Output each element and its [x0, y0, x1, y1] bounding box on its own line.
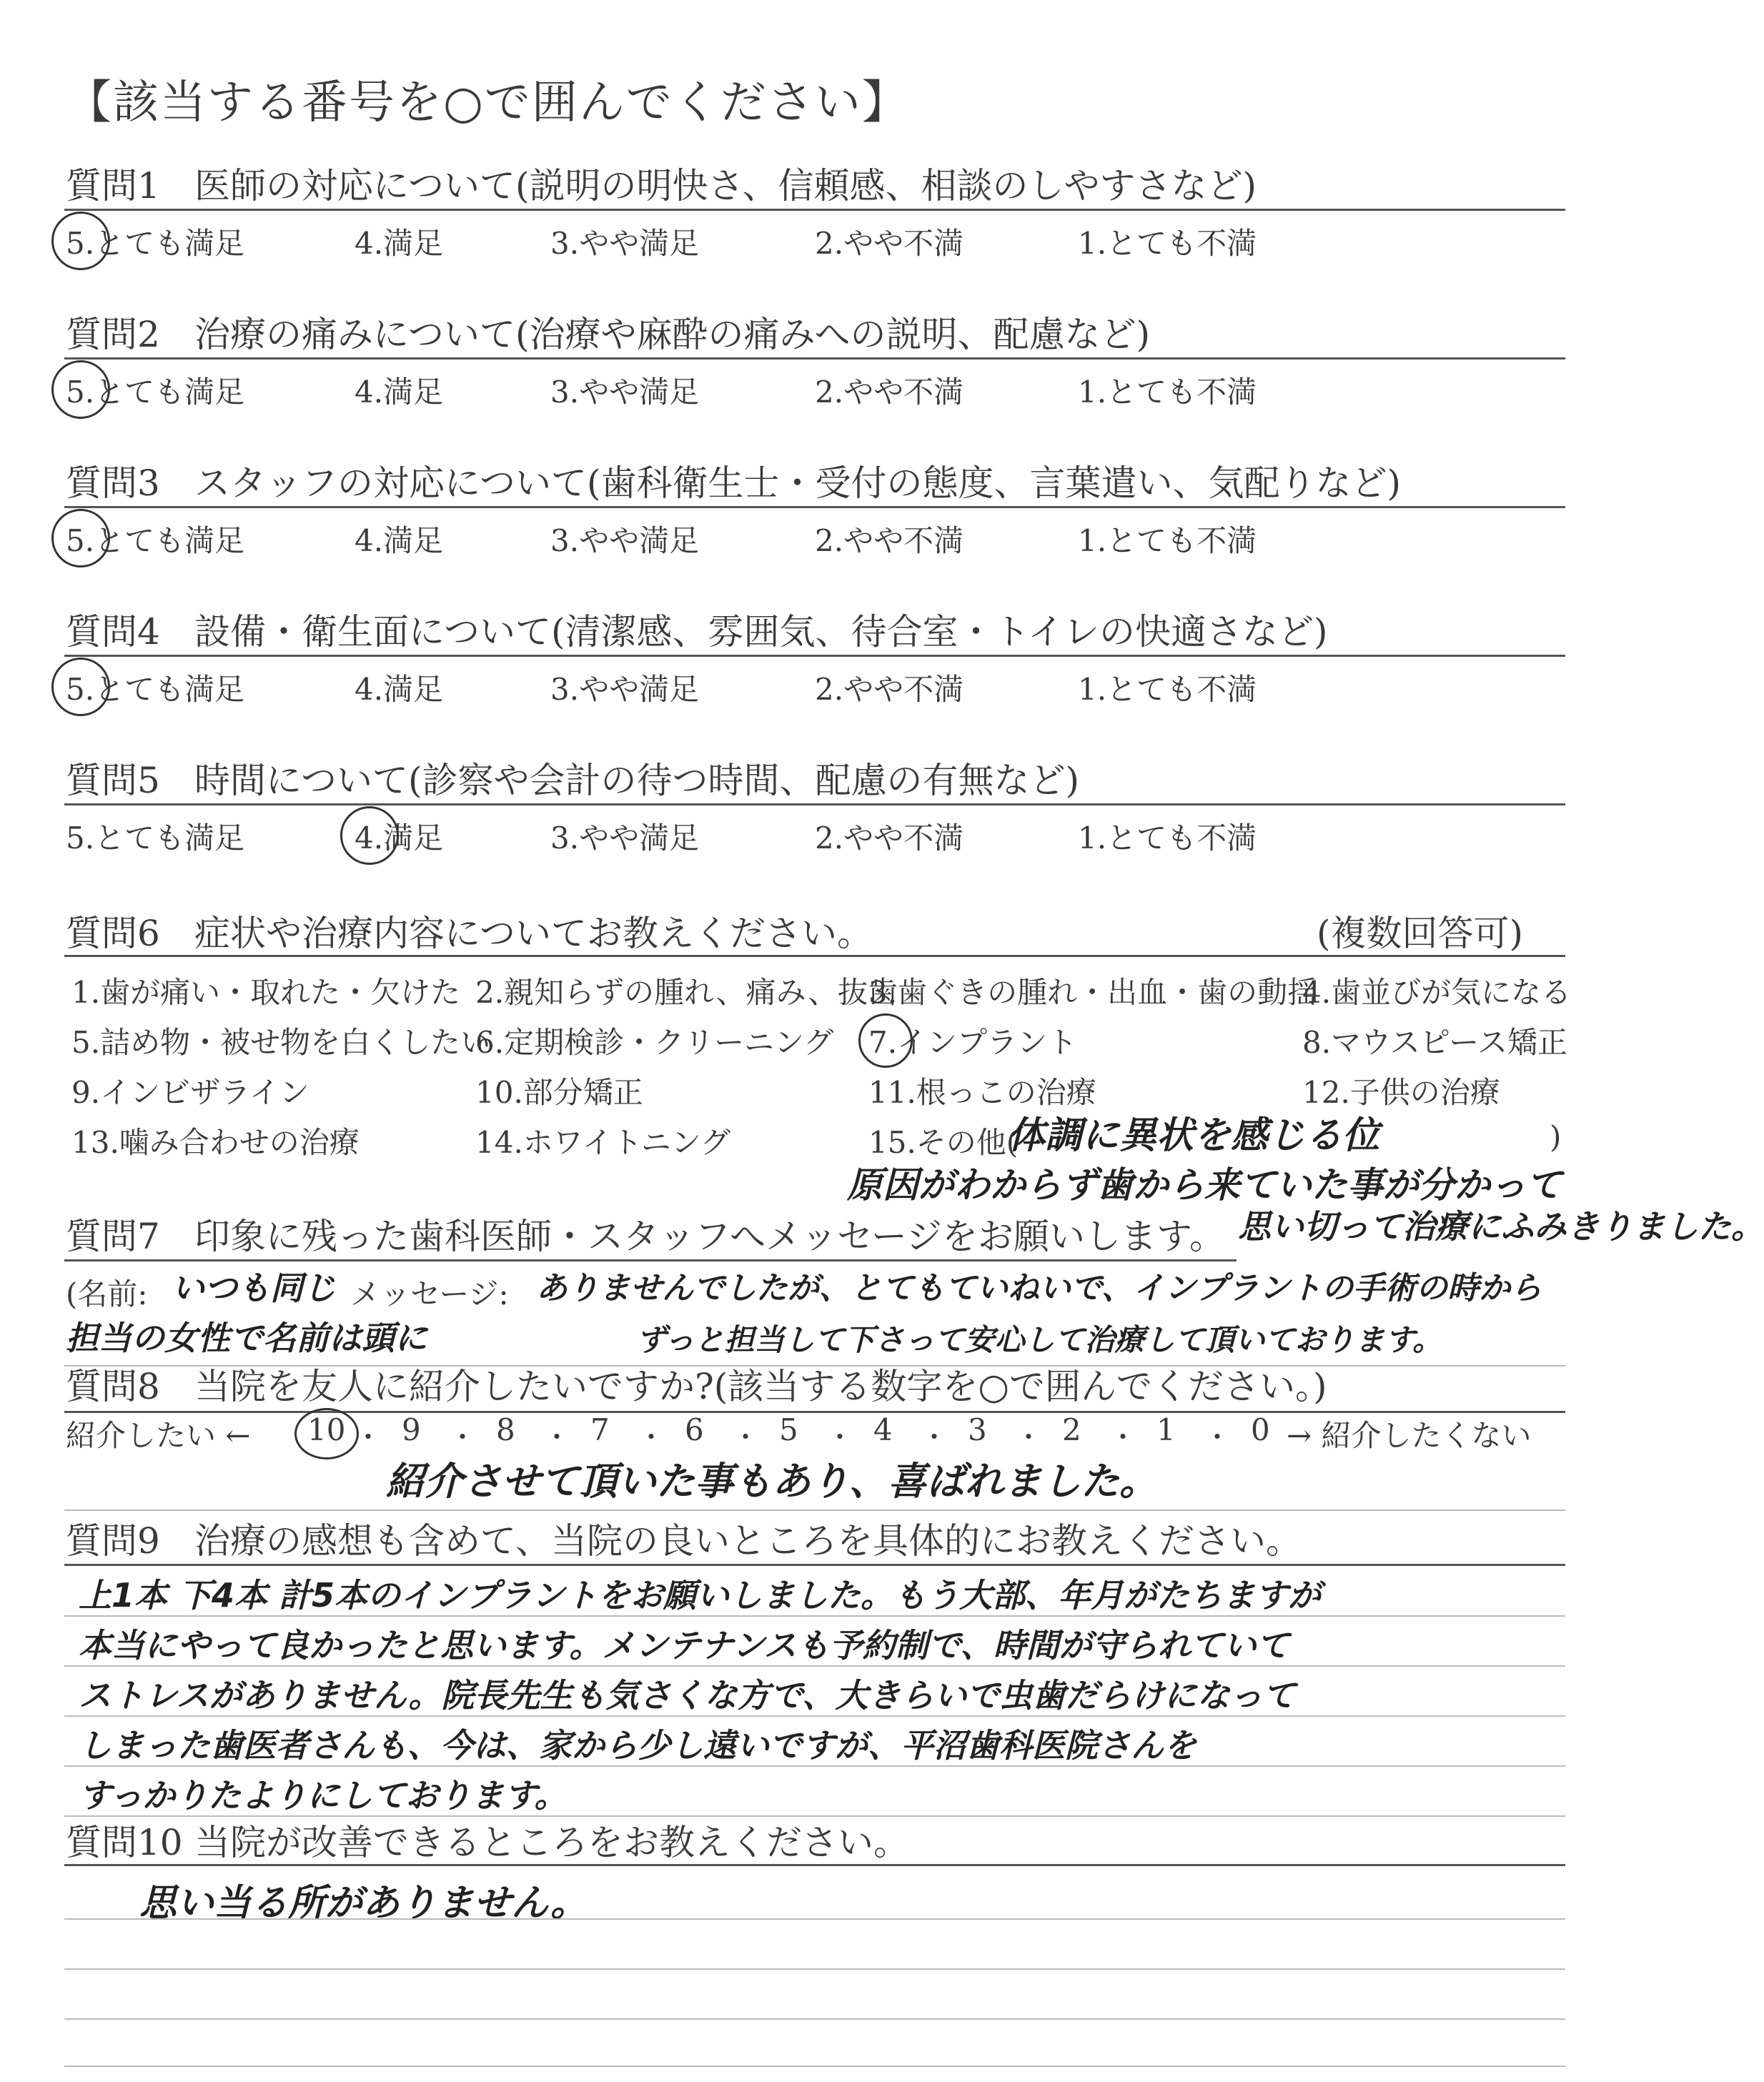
q8-scale-number: 1 [1156, 1412, 1176, 1447]
q7-name-value: いつも同じ [172, 1269, 336, 1307]
q9-label: 質問9 [66, 1520, 160, 1562]
q3-option: 4.満足 [355, 523, 444, 558]
q5-option: 5.とても満足 [66, 821, 245, 856]
q1-option: 4.満足 [355, 226, 444, 261]
q4-text: 設備・衛生面について(清潔感、雰囲気、待合室・トイレの快適さなど) [194, 611, 1328, 653]
q2-label: 質問2 [66, 314, 160, 355]
q8-right-label: → 紹介したくない [1287, 1418, 1532, 1453]
q10-rule-5 [64, 2066, 1565, 2067]
q8-scale-dot: ・ [1109, 1422, 1137, 1453]
q4-option: 3.やや満足 [550, 672, 700, 707]
q6-text: 症状や治療内容についてお教えください。 [194, 913, 873, 954]
q5-rule [64, 803, 1565, 805]
q8-scale-number: 0 [1251, 1412, 1270, 1447]
q6-answer-circle [858, 1013, 913, 1068]
q5-answer-circle [340, 806, 399, 865]
q6-item: 9.インビザライン [71, 1075, 309, 1110]
q6-item: 7.インプラント [868, 1025, 1078, 1060]
q10-rule-3 [64, 1968, 1565, 1970]
q4-answer-circle [51, 658, 110, 716]
q2-text: 治療の痛みについて(治療や麻酔の痛みへの説明、配慮など) [194, 314, 1151, 355]
q7-rule [64, 1259, 1237, 1261]
q5-option: 3.やや満足 [550, 821, 700, 856]
q5-label: 質問5 [66, 760, 160, 801]
q6-item: 6.定期検診・クリーニング [475, 1025, 834, 1060]
q2-option: 2.やや不満 [815, 375, 964, 410]
q5-text: 時間について(診察や会計の待つ時間、配慮の有無など) [194, 760, 1080, 801]
q6-close-paren: ) [1550, 1119, 1562, 1154]
q8-scale-number: 8 [496, 1412, 515, 1447]
q8-scale-number: 9 [402, 1412, 421, 1447]
q7-label: 質問7 [66, 1216, 160, 1257]
q9-handwritten-line: しまった歯医者さんも、今は、家から少し遠いですが、平沼歯科医院さんを [79, 1726, 1196, 1765]
q6-item: 12.子供の治療 [1302, 1075, 1500, 1110]
q8-scale-number: 3 [968, 1412, 987, 1447]
q9-text: 治療の感想も含めて、当院の良いところを具体的にお教えください。 [194, 1520, 1302, 1562]
q4-label: 質問4 [66, 611, 160, 653]
q10-rule-4 [64, 2018, 1565, 2020]
q8-rule-2 [64, 1510, 1565, 1511]
q9-line-rule [64, 1665, 1565, 1667]
q10-handwritten: 思い当る所がありません。 [139, 1882, 588, 1925]
q7-name-label: (名前: [66, 1277, 148, 1312]
q6-handwritten-line2: 原因がわからず歯から来ていた事が分かって [847, 1164, 1562, 1206]
q2-rule [64, 357, 1565, 360]
q1-text: 医師の対応について(説明の明快さ、信頼感、相談のしやすさなど) [194, 165, 1257, 207]
q6-item: 10.部分矯正 [475, 1075, 643, 1110]
q8-scale-dot: ・ [449, 1422, 477, 1453]
q8-scale-dot: ・ [826, 1422, 854, 1453]
q6-item: 8.マウスピース矯正 [1302, 1025, 1568, 1060]
q6-item: 4.歯並びが気になる [1302, 975, 1572, 1010]
q8-left-label: 紹介したい ← [66, 1418, 251, 1453]
q3-option: 2.やや不満 [815, 523, 964, 558]
q8-scale-dot: ・ [1015, 1422, 1043, 1453]
q1-option: 1.とても不満 [1078, 226, 1257, 261]
q3-answer-circle [51, 509, 110, 567]
q1-answer-circle [51, 212, 110, 270]
q6-item: 11.根っこの治療 [868, 1075, 1096, 1110]
q3-text: スタッフの対応について(歯科衛生士・受付の態度、言葉遣い、気配りなど) [194, 462, 1402, 504]
q9-handwritten-line: すっかりたよりにしております。 [79, 1776, 568, 1815]
q10-label: 質問10 [66, 1822, 183, 1863]
q1-label: 質問1 [66, 165, 160, 207]
form-title: 【該当する番号を○で囲んでください】 [66, 76, 909, 129]
q3-option: 1.とても不満 [1078, 523, 1257, 558]
q1-option: 5.とても満足 [66, 226, 245, 261]
q6-item: 14.ホワイトニング [475, 1125, 731, 1160]
q8-scale-dot: ・ [638, 1422, 665, 1453]
q6-item: 2.親知らずの腫れ、痛み、抜歯 [475, 975, 898, 1010]
q8-scale-dot: ・ [732, 1422, 760, 1453]
q4-option: 4.満足 [355, 672, 444, 707]
q9-handwritten-line: 本当にやって良かったと思います。メンテナンスも予約制で、時間が守られていて [79, 1626, 1289, 1665]
q3-option: 5.とても満足 [66, 523, 245, 558]
q3-option: 3.やや満足 [550, 523, 700, 558]
q8-label: 質問8 [66, 1366, 160, 1407]
q8-scale-number: 7 [590, 1412, 610, 1447]
q2-option: 3.やや満足 [550, 375, 700, 410]
q9-line-rule [64, 1715, 1565, 1717]
q6-item: 13.噛み合わせの治療 [71, 1125, 360, 1160]
q8-handwritten: 紹介させて頂いた事もあり、喜ばれました。 [386, 1459, 1158, 1504]
q6-label: 質問6 [66, 913, 160, 954]
q9-line-rule [64, 1615, 1565, 1617]
q6-item: 1.歯が痛い・取れた・欠けた [71, 975, 461, 1010]
q8-scale-number: 4 [873, 1412, 893, 1447]
q5-option: 2.やや不満 [815, 821, 964, 856]
q4-option: 2.やや不満 [815, 672, 964, 707]
q6-rule [64, 955, 1565, 957]
q5-option: 4.満足 [355, 821, 444, 856]
q8-scale-dot: ・ [1204, 1422, 1232, 1453]
q1-option: 2.やや不満 [815, 226, 964, 261]
q2-answer-circle [51, 360, 110, 419]
q7-message-line2a: 担当の女性で名前は頭に [66, 1319, 427, 1357]
q2-option: 5.とても満足 [66, 375, 245, 410]
q8-scale-dot: ・ [543, 1422, 571, 1453]
q1-rule [64, 209, 1565, 211]
q2-option: 4.満足 [355, 375, 444, 410]
q7-message-label: メッセージ: [350, 1277, 509, 1312]
q3-rule [64, 506, 1565, 508]
q9-rule [64, 1564, 1565, 1566]
q7-message-line2b: ずっと担当して下さって安心して治療して頂いております。 [636, 1322, 1443, 1357]
q3-label: 質問3 [66, 462, 160, 504]
q9-handwritten-line: 上1本 下4本 計5本のインプラントをお願いしました。もう大部、年月がたちますが [79, 1576, 1322, 1615]
q2-option: 1.とても不満 [1078, 375, 1257, 410]
q4-option: 5.とても満足 [66, 672, 245, 707]
q5-option: 1.とても不満 [1078, 821, 1257, 856]
q10-text: 当院が改善できるところをお教えください。 [194, 1822, 909, 1863]
q9-line-rule [64, 1765, 1565, 1767]
q8-scale-dot: ・ [355, 1422, 382, 1453]
q1-option: 3.やや満足 [550, 226, 700, 261]
q8-scale-number: 6 [685, 1412, 704, 1447]
q7-message-line1: ありませんでしたが、とてもていねいで、インプラントの手術の時から [536, 1270, 1542, 1307]
q6-item: 5.詰め物・被せ物を白くしたい [71, 1025, 491, 1060]
q8-answer-circle [294, 1408, 359, 1459]
q4-rule [64, 655, 1565, 657]
q8-scale-dot: ・ [921, 1422, 948, 1453]
q10-rule-2 [64, 1918, 1565, 1920]
q10-rule [64, 1864, 1565, 1866]
q6-handwritten-line3: 思い切って治療にふみきりました。 [1238, 1207, 1764, 1246]
q9-handwritten-line: ストレスがありません。院長先生も気さくな方で、大きらいで虫歯だらけになって [79, 1676, 1296, 1715]
q8-scale-number: 5 [779, 1412, 798, 1447]
q6-multi-note: (複数回答可) [1317, 913, 1524, 954]
q8-text: 当院を友人に紹介したいですか?(該当する数字を○で囲んでください。) [194, 1366, 1327, 1407]
q4-option: 1.とても不満 [1078, 672, 1257, 707]
q6-other-answer: 体調に異状を感じる位 [1008, 1114, 1380, 1157]
q6-item: 3.歯ぐきの腫れ・出血・歯の動揺 [868, 975, 1318, 1010]
q6-item: 15.その他( [868, 1125, 1019, 1160]
q8-scale-number: 2 [1062, 1412, 1081, 1447]
q8-scale-number: 10 [307, 1412, 346, 1447]
q7-text: 印象に残った歯科医師・スタッフへメッセージをお願いします。 [194, 1216, 1225, 1257]
